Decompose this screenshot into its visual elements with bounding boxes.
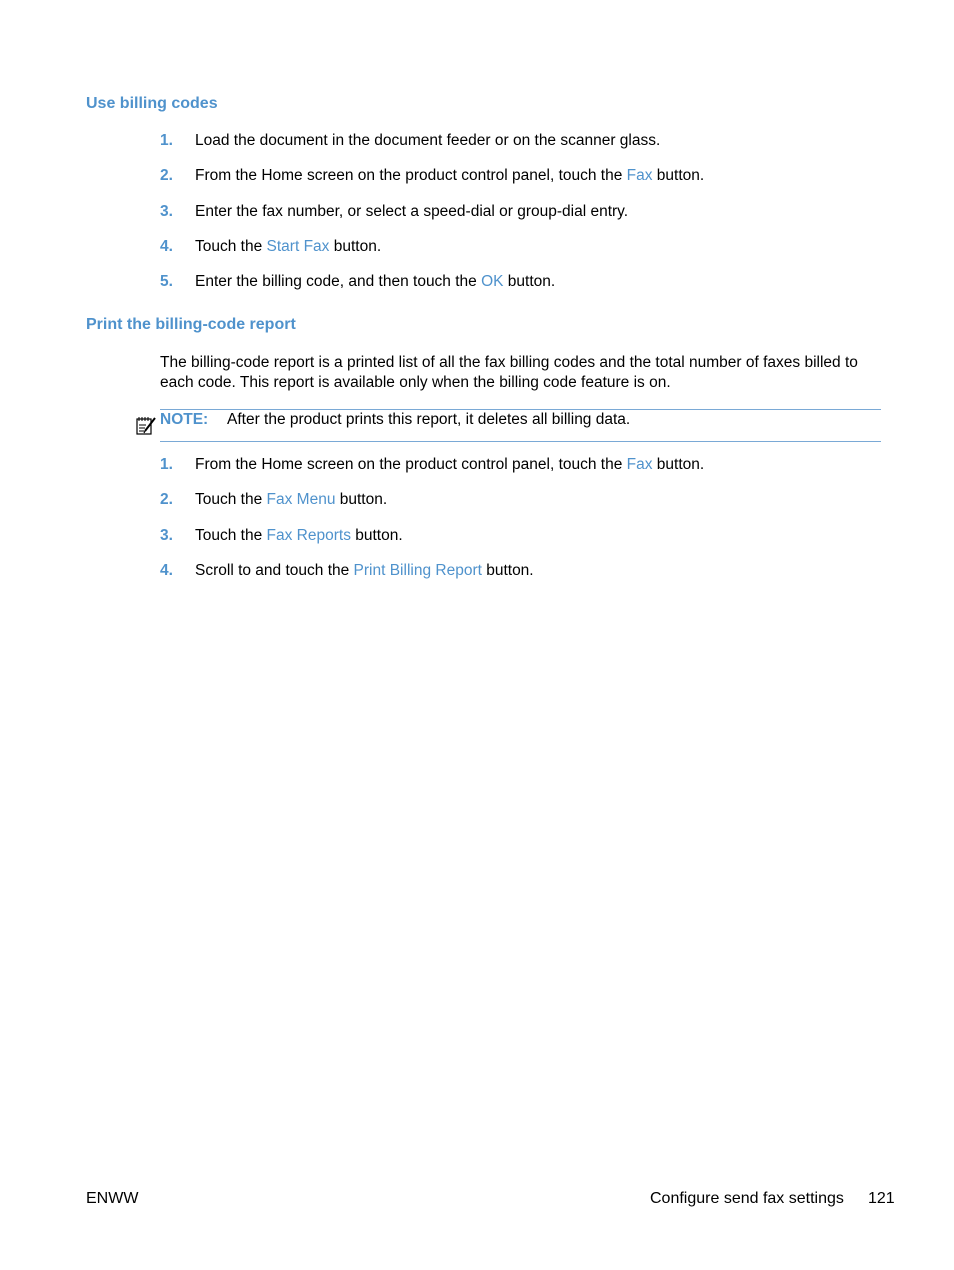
note-label: NOTE:	[160, 411, 209, 428]
ui-term-fax-menu: Fax Menu	[266, 491, 336, 509]
ui-term-ok: OK	[481, 273, 504, 291]
section-heading-print-billing-code-report: Print the billing-code report	[86, 316, 296, 333]
footer-left-label: ENWW	[86, 1190, 139, 1207]
step-number: 5.	[160, 273, 173, 291]
step-text: Touch the Fax Menu button.	[195, 491, 388, 509]
step-text: Load the document in the document feeder or on the scanner glass.	[195, 132, 661, 149]
step-text: Touch the Fax Reports button.	[195, 526, 403, 544]
step-text: Enter the fax number, or select a speed-dial or group-dial entry.	[195, 202, 629, 220]
footer-section-title: Configure send fax settings	[650, 1190, 844, 1207]
step-number: 1.	[160, 132, 173, 149]
section-heading-use-billing-codes: Use billing codes	[86, 95, 218, 112]
ui-term-fax: Fax	[626, 456, 653, 473]
ui-term-fax: Fax	[626, 167, 653, 185]
page-number: 121	[868, 1190, 895, 1207]
ui-term-fax-reports: Fax Reports	[266, 526, 351, 544]
ui-term-start-fax: Start Fax	[266, 237, 330, 255]
step-number: 2.	[160, 167, 173, 185]
note-box	[133, 409, 881, 442]
step-text: Touch the Start Fax button.	[195, 237, 382, 255]
note-bottom-rule	[160, 441, 881, 442]
step-number: 3.	[160, 202, 173, 220]
step-number: 3.	[160, 526, 173, 544]
step-text: Enter the billing code, and then touch the OK button.	[195, 273, 556, 291]
note-pad-pencil-icon	[135, 414, 157, 436]
step-number: 4.	[160, 561, 173, 579]
note-text: After the product prints this report, it deletes all billing data.	[227, 411, 631, 428]
step-text: From the Home screen on the product control panel, touch the Fax button.	[195, 167, 705, 185]
step-number: 2.	[160, 491, 173, 509]
step-text: Scroll to and touch the Print Billing Report button.	[195, 561, 534, 579]
step-number: 1.	[160, 456, 173, 473]
step-text: From the Home screen on the product control panel, touch the Fax button.	[195, 456, 705, 473]
report-description-paragraph: The billing-code report is a printed list of all the fax billing codes and the total number of faxes billed to each code. This report is available only when the billing code feature is on.	[160, 354, 858, 391]
ui-term-print-billing-report: Print Billing Report	[353, 561, 482, 579]
step-number: 4.	[160, 237, 173, 255]
